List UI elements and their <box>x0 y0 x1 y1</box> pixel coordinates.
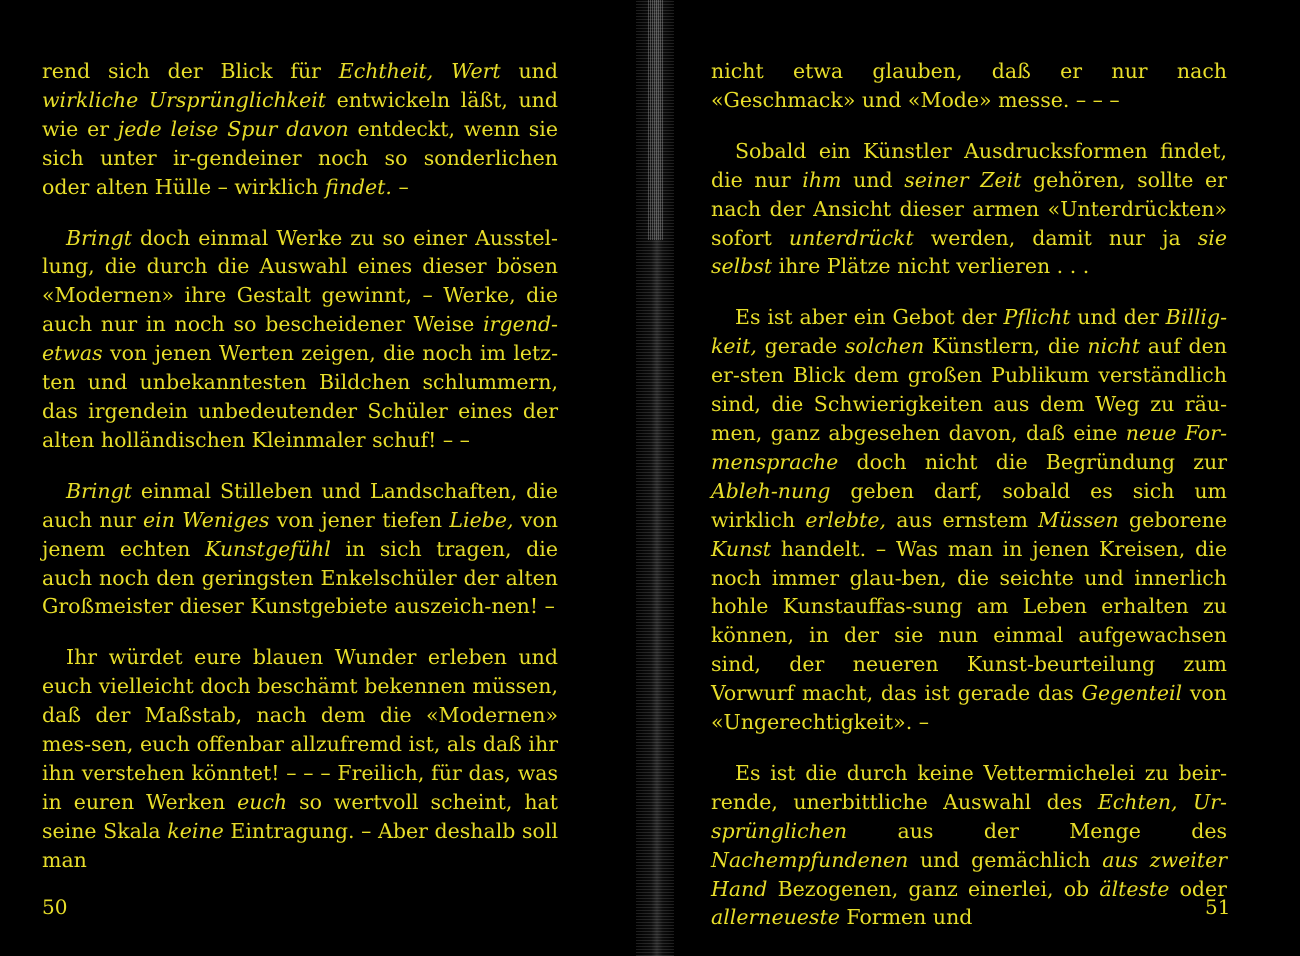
italic-run: Nachempfundenen <box>711 847 909 872</box>
text-run: gehören, sollte er nach der Ansicht dieser armen «Unterdrückten» sofort <box>711 167 1227 250</box>
text-run: geborene <box>1118 507 1227 532</box>
italic-run: Liebe, <box>449 507 514 532</box>
italic-run: keine <box>167 818 224 843</box>
text-run: doch einmal Werke zu so einer Ausstel-lung, die durch die Auswahl eines dieser bösen «Modernen» ihre Gestalt gewinnt, – Werke, die auch nur in noch so bescheidener Weise <box>42 225 558 337</box>
italic-run: seiner Zeit <box>904 167 1022 192</box>
italic-run: aus zweiter Hand <box>711 847 1227 901</box>
page-number-right: 51 <box>1205 895 1231 919</box>
text-run: in sich tragen, die auch noch den geringsten Enkelschüler der alten Großmeister dieser Kunstgebiete auszeich-nen! – <box>42 536 558 619</box>
italic-run: unterdrückt <box>788 225 914 250</box>
italic-run: wirkliche Ursprünglichkeit <box>42 87 327 112</box>
text-run: Künstlern, die <box>924 334 1088 359</box>
text-run: von jenem echten <box>42 507 558 561</box>
right-paragraph-2 <box>711 137 1227 282</box>
text-run: und <box>841 167 905 192</box>
text-run: von jener tiefen <box>269 507 450 532</box>
italic-run: neue For-mensprache <box>711 420 1228 474</box>
italic-run: sie selbst <box>711 225 1227 279</box>
italic-run: Bringt <box>66 478 132 503</box>
italic-run: Bringt <box>66 225 132 250</box>
right-paragraph-3 <box>711 303 1227 737</box>
italic-run: erlebte, <box>805 507 887 532</box>
text-run: von jenen Werten zeigen, die noch im letz-ten und unbekanntesten Bildchen schlummern, das irgendein unbedeutender Schüler eines der alten holländischen Kleinmaler schuf! – – <box>42 341 558 452</box>
text-run: Sobald ein Künstler Ausdrucksformen findet, die nur <box>711 138 1227 192</box>
italic-run: Gegenteil <box>1081 681 1183 706</box>
text-run: handelt. – Was man in jenen Kreisen, die noch immer glau-ben, die seichte und innerlich hohle Kunstauffas-sung am Leben erhalten zu können, in der sie nun einmal aufgewachsen sind, der neueren Kunst-beurteilung zum Vorwurf macht, das ist gerade das <box>711 536 1227 706</box>
left-paragraph-4 <box>42 643 558 874</box>
italic-run: Echtheit, Wert <box>338 59 501 83</box>
book-gutter <box>636 0 674 956</box>
text-run: so wertvoll scheint, hat seine Skala <box>42 789 558 843</box>
left-paragraph-3 <box>42 477 558 622</box>
text-run: aus ernstem <box>886 507 1039 532</box>
text-run: entwickeln läßt, und wie er <box>42 87 558 141</box>
italic-run: Müssen <box>1038 507 1119 532</box>
italic-run: euch <box>237 789 288 814</box>
italic-run: Billig-keit, <box>711 305 1227 359</box>
text-run: geben darf, sobald es sich um wirklich <box>711 478 1227 532</box>
text-run: entdeckt, wenn sie sich unter ir-gendeiner noch so sonderlichen oder alten Hülle – wirklich <box>42 116 558 199</box>
italic-run: solchen <box>844 334 925 359</box>
text-run: ihre Plätze nicht verlieren . . . <box>772 254 1090 279</box>
text-run: auf den er-sten Blick dem großen Publikum verständlich sind, die Schwierigkeiten aus dem Weg zu räu-men, ganz abgesehen davon, daß eine <box>711 334 1227 445</box>
text-run: doch nicht die Begründung zur <box>838 449 1227 474</box>
italic-run: irgend-etwas <box>42 312 558 366</box>
text-run: gerade <box>756 334 845 359</box>
italic-run: ihm <box>802 167 842 192</box>
italic-run: allerneueste <box>711 905 840 930</box>
text-run: und <box>500 59 559 83</box>
text-run: Bezogenen, ganz einerlei, ob <box>767 876 1100 901</box>
italic-run: Ableh-nung <box>711 478 831 503</box>
page-number-left: 50 <box>42 895 68 919</box>
left-paragraph-1 <box>42 57 558 202</box>
text-run: aus der Menge des <box>847 818 1227 843</box>
italic-run: findet. <box>325 174 392 199</box>
text-run: Es ist die durch keine Vettermichelei zu beir-rende, unerbittliche Auswahl des <box>711 760 1227 814</box>
text-run: Formen und <box>839 905 973 930</box>
italic-run: älteste <box>1099 876 1170 901</box>
text-run: rend sich der Blick für <box>42 59 339 83</box>
left-paragraph-2 <box>42 224 558 455</box>
text-run: und gemächlich <box>908 847 1103 872</box>
text-run: werden, damit nur ja <box>913 225 1198 250</box>
text-run: nicht etwa glauben, daß er nur nach «Geschmack» und «Mode» messe. – – – <box>711 59 1227 112</box>
italic-run: Kunst <box>711 536 772 561</box>
text-run: Eintragung. – Aber deshalb soll man <box>42 818 558 872</box>
text-run: und der <box>1070 305 1166 330</box>
right-paragraph-4 <box>711 759 1227 932</box>
left-page <box>42 57 558 897</box>
italic-run: Echten, Ur-sprünglichen <box>711 789 1227 843</box>
text-run: einmal Stilleben und Landschaften, die auch nur <box>42 478 558 532</box>
text-run: Ihr würdet eure blauen Wunder erleben und euch vielleicht doch beschämt bekennen müssen, daß der Maßstab, nach dem die «Modernen» mes-sen, euch offenbar allzufremd ist, als daß ihr ihn verstehen könntet! – – – Freilich, für das, was in euren Werken <box>42 645 558 814</box>
text-run: – <box>391 174 409 199</box>
text-run: von «Ungerechtigkeit». – <box>711 681 1227 735</box>
italic-run: nicht <box>1087 334 1141 359</box>
right-page <box>711 57 1227 954</box>
italic-run: ein Weniges <box>143 507 270 532</box>
italic-run: Pflicht <box>1003 305 1071 330</box>
text-run: oder <box>1169 876 1227 901</box>
italic-run: jede leise Spur davon <box>117 116 349 141</box>
italic-run: Kunstgefühl <box>204 536 331 561</box>
text-run: Es ist aber ein Gebot der <box>735 305 1004 330</box>
right-paragraph-1 <box>711 57 1227 115</box>
